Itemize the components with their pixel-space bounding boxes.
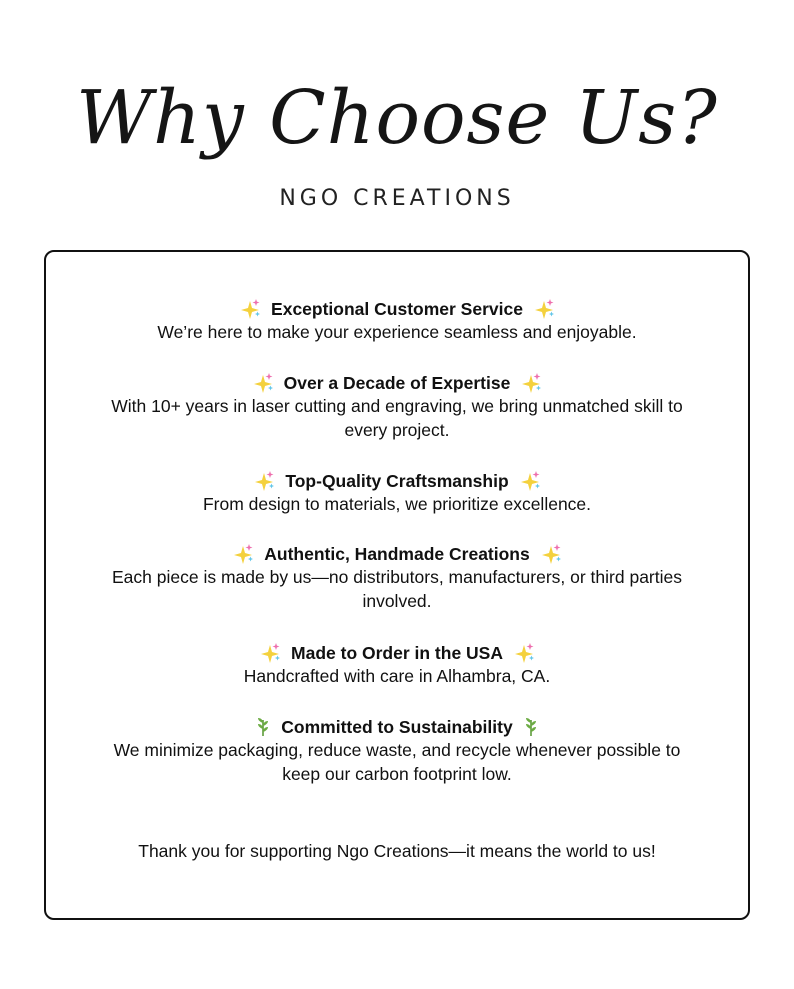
sparkles-icon [533, 299, 555, 319]
feature-description-line: With 10+ years in laser cutting and engraving, we bring unmatched skill to [111, 396, 683, 416]
feature-heading-row [76, 716, 718, 738]
thank-you-note: Thank you for supporting Ngo Creations—it means the world to us! [138, 841, 656, 861]
feature-description-line: We’re here to make your experience seamless and enjoyable. [157, 322, 637, 342]
feature-heading: Authentic, Handmade Creations [264, 544, 530, 564]
feature-description-line: every project. [344, 420, 450, 440]
feature-heading: Top-Quality Craftsmanship [285, 471, 509, 491]
sparkles-icon [520, 373, 542, 393]
herb-icon [255, 717, 271, 737]
feature-expertise [76, 372, 718, 442]
feature-heading-row [76, 642, 718, 664]
feature-handmade [76, 543, 718, 613]
feature-heading: Made to Order in the USA [291, 643, 503, 663]
sparkles-icon [259, 643, 281, 663]
features-card [44, 250, 750, 920]
feature-description-line: We minimize packaging, reduce waste, and recycle whenever possible to [113, 740, 681, 760]
feature-description-line: involved. [362, 591, 432, 611]
sparkles-icon [513, 643, 535, 663]
herb-icon [523, 717, 539, 737]
feature-description-line: Handcrafted with care in Alhambra, CA. [243, 666, 551, 686]
feature-heading-row [76, 543, 718, 565]
feature-customer-service [76, 298, 718, 344]
sparkles-icon [232, 544, 254, 564]
sparkles-icon [252, 373, 274, 393]
feature-heading: Over a Decade of Expertise [283, 373, 511, 393]
feature-craftsmanship [76, 470, 718, 516]
brand-subtitle: NGO CREATIONS [279, 186, 515, 211]
feature-heading-row [76, 298, 718, 320]
feature-heading: Exceptional Customer Service [271, 299, 523, 319]
sparkles-icon [540, 544, 562, 564]
sparkles-icon [239, 299, 261, 319]
page-title: Why Choose Us? [76, 75, 718, 161]
feature-heading-row [76, 470, 718, 492]
sparkles-icon [519, 471, 541, 491]
feature-made-in-usa [76, 642, 718, 688]
feature-sustainability [76, 716, 718, 786]
feature-description-line: Each piece is made by us—no distributors, manufacturers, or third parties [112, 567, 682, 587]
feature-heading: Committed to Sustainability [281, 717, 513, 737]
feature-description-line: keep our carbon footprint low. [282, 764, 512, 784]
sparkles-icon [253, 471, 275, 491]
feature-heading-row [76, 372, 718, 394]
feature-description-line: From design to materials, we prioritize excellence. [202, 494, 592, 514]
